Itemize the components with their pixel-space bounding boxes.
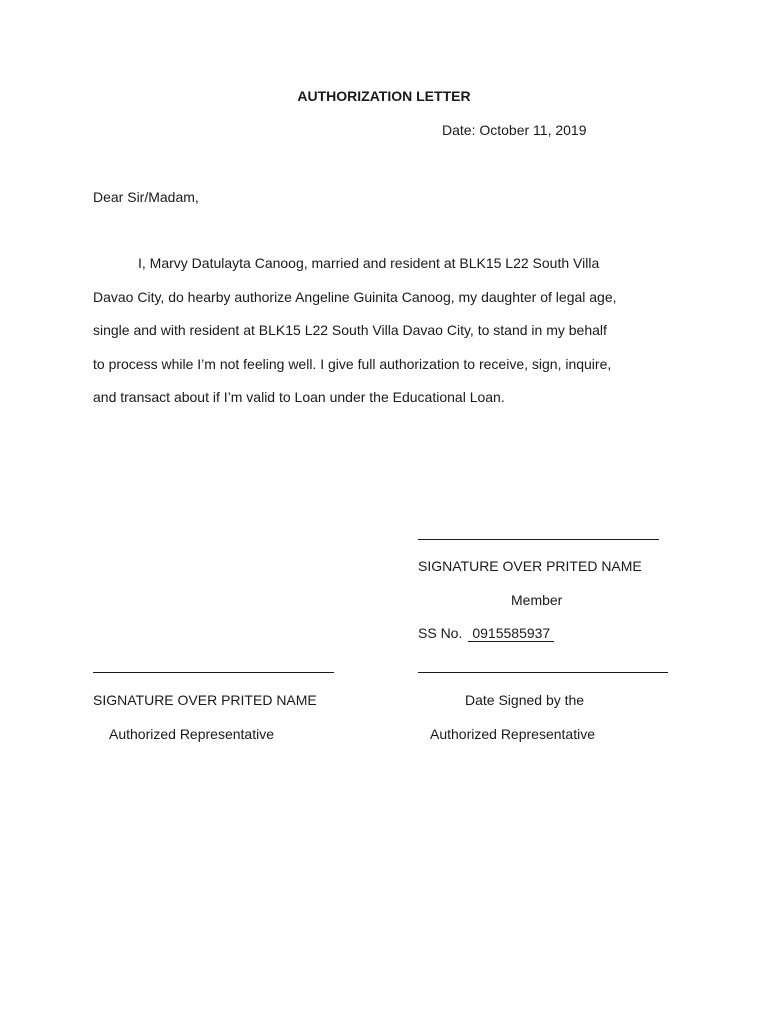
- body-line: to process while I’m not feeling well. I give full authorization to receive, sign, inquire,: [93, 356, 612, 372]
- letter-date: Date: October 11, 2019: [442, 122, 587, 138]
- representative-signature-line: [93, 672, 334, 673]
- body-line: single and with resident at BLK15 L22 South Villa Davao City, to stand in my behalf: [93, 322, 607, 338]
- date-signed-line: [418, 672, 668, 673]
- member-role: Member: [511, 592, 563, 608]
- body-line: and transact about if I’m valid to Loan under the Educational Loan.: [93, 389, 505, 405]
- body-line: I, Marvy Datulayta Canoog, married and resident at BLK15 L22 South Villa: [138, 255, 600, 271]
- date-signed-label: Date Signed by the: [465, 692, 585, 708]
- member-signature-label: SIGNATURE OVER PRITED NAME: [418, 558, 642, 574]
- member-signature-line: [418, 539, 659, 540]
- ss-number-label: SS No.: [418, 625, 463, 641]
- representative-signature-label: SIGNATURE OVER PRITED NAME: [93, 692, 317, 708]
- ss-number-value: 0915585937: [468, 625, 554, 642]
- salutation: Dear Sir/Madam,: [93, 189, 199, 205]
- ss-number-row: [418, 623, 554, 643]
- date-signed-role: Authorized Representative: [430, 726, 595, 742]
- body-line: Davao City, do hearby authorize Angeline Guinita Canoog, my daughter of legal age,: [93, 289, 617, 305]
- representative-role: Authorized Representative: [109, 726, 274, 742]
- letter-title: AUTHORIZATION LETTER: [297, 88, 471, 104]
